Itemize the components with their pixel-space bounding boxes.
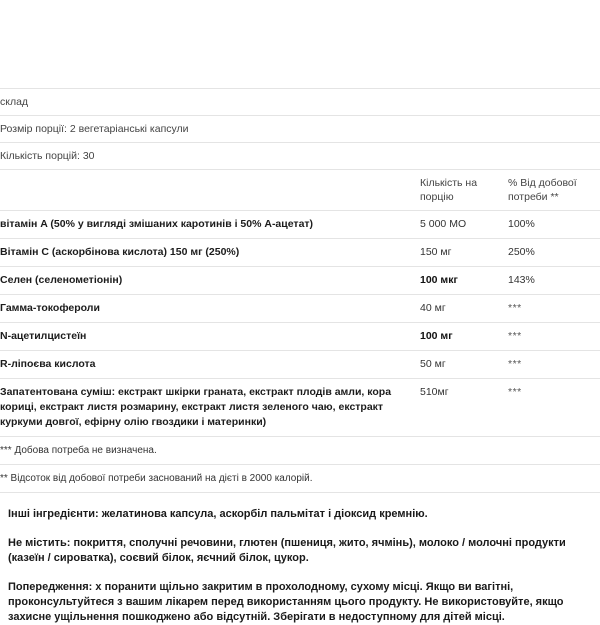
cell-ingredient-amount	[420, 323, 508, 351]
cell-ingredient-dv	[508, 323, 600, 351]
cell-ingredient-dv	[508, 239, 600, 267]
ingredient-label: Запатентована суміш: екстракт шкірки граната, екстракт плодів амли, кора кориці, екстракт листя розмарину, екстракт листя зеленого чаю, екстракт куркуми довгої, ефірну олію гвоздики і материнки)	[0, 386, 392, 428]
table-row-servings-per-container	[0, 143, 600, 170]
cell-title-dv	[508, 89, 600, 116]
free-from-paragraph: Не містить: покриття, сполучні речовини, глютен (пшениця, жито, ячмінь), молоко / молочні продукти (казеїн / сироватка), соєвий білок, яєчний білок, цукор.	[8, 537, 566, 564]
daily-value: ***	[508, 302, 522, 314]
cell-title	[0, 89, 420, 116]
amount-value: 100 мкг	[420, 274, 458, 286]
column-header-amount-per-serving: Кількість на порцію	[420, 170, 508, 211]
cell-serving-size	[0, 116, 420, 143]
cell-ingredient-dv	[508, 267, 600, 295]
table-body	[0, 89, 600, 493]
column-header-percent-daily-value: % Від добової потреби **	[508, 170, 600, 211]
cell-ingredient-dv	[508, 211, 600, 239]
ingredient-label: R-ліпоєва кислота	[0, 358, 96, 370]
daily-value: ***	[508, 386, 522, 398]
table-row-footnote	[0, 465, 600, 493]
top-spacer	[0, 0, 600, 88]
cell-servings-per-container	[0, 143, 420, 170]
table-row	[0, 267, 600, 295]
cell-ingredient-dv	[508, 379, 600, 437]
cell-ingredient-amount	[420, 211, 508, 239]
cell-ingredient-name	[0, 351, 420, 379]
table-row	[0, 323, 600, 351]
amount-value: 150 мг	[420, 246, 452, 258]
cell-ingredient-amount	[420, 239, 508, 267]
cell-ingredient-name	[0, 323, 420, 351]
cell-ingredient-name	[0, 239, 420, 267]
table-row	[0, 239, 600, 267]
table-header-row	[0, 170, 600, 211]
table-row	[0, 379, 600, 437]
cell-footnote	[0, 465, 600, 493]
daily-value: 143%	[508, 274, 535, 286]
column-header-ingredient	[0, 170, 420, 211]
ingredient-label: Селен (селенометіонін)	[0, 274, 123, 286]
ingredient-label: N-ацетилцистеїн	[0, 330, 87, 342]
daily-value: 250%	[508, 246, 535, 258]
footnote-daily-value-not-established: *** Добова потреба не визначена.	[0, 445, 157, 456]
cell-serving-size-amount	[420, 116, 508, 143]
table-row	[0, 295, 600, 323]
ingredient-label: Гамма-токофероли	[0, 302, 100, 314]
amount-value: 5 000 МО	[420, 218, 467, 230]
cell-ingredient-amount	[420, 351, 508, 379]
cell-ingredient-name	[0, 379, 420, 437]
table-row	[0, 351, 600, 379]
daily-value: ***	[508, 358, 522, 370]
cell-ingredient-name	[0, 295, 420, 323]
supplement-facts-table	[0, 88, 600, 493]
cell-servings-amount	[420, 143, 508, 170]
ingredient-label: Вітамін C (аскорбінова кислота) 150 мг (250%)	[0, 246, 240, 258]
warning-paragraph: Попередження: х поранити щільно закритим в прохолодному, сухому місці. Якщо ви вагітні, проконсультуйтеся з вашим лікарем перед використанням цього продукту. Не використовуйте, якщо захисне ущільнення пошкоджено або відсутній. Зберігати в недоступному для дітей місці.	[8, 581, 564, 623]
cell-ingredient-name	[0, 267, 420, 295]
amount-value: 510мг	[420, 386, 449, 398]
cell-ingredient-dv	[508, 295, 600, 323]
servings-per-container-label: Кількість порцій: 30	[0, 150, 95, 162]
cell-ingredient-amount	[420, 295, 508, 323]
daily-value: ***	[508, 330, 522, 342]
cell-ingredient-name	[0, 211, 420, 239]
cell-ingredient-dv	[508, 351, 600, 379]
amount-value: 100 мг	[420, 330, 453, 342]
cell-title-amount	[420, 89, 508, 116]
supplement-notes	[0, 493, 600, 625]
serving-size-label: Розмір порції: 2 вегетаріанські капсули	[0, 123, 189, 135]
daily-value: 100%	[508, 218, 535, 230]
cell-servings-dv	[508, 143, 600, 170]
supplement-facts-title: склад	[0, 96, 29, 108]
cell-ingredient-amount	[420, 379, 508, 437]
cell-ingredient-amount	[420, 267, 508, 295]
other-ingredients-paragraph: Інші інгредієнти: желатинова капсула, аскорбіл пальмітат і діоксид кремнію.	[8, 508, 428, 520]
ingredient-label: вітамін A (50% у вигляді змішаних каротинів і 50% A-ацетат)	[0, 218, 314, 230]
table-row-footnote	[0, 437, 600, 465]
amount-value: 50 мг	[420, 358, 446, 370]
table-row-serving-size	[0, 116, 600, 143]
cell-footnote	[0, 437, 600, 465]
amount-value: 40 мг	[420, 302, 446, 314]
cell-serving-size-dv	[508, 116, 600, 143]
table-row-title	[0, 89, 600, 116]
table-row	[0, 211, 600, 239]
footnote-percent-daily-value-basis: ** Відсоток від добової потреби заснований на дієті в 2000 калорій.	[0, 473, 313, 484]
